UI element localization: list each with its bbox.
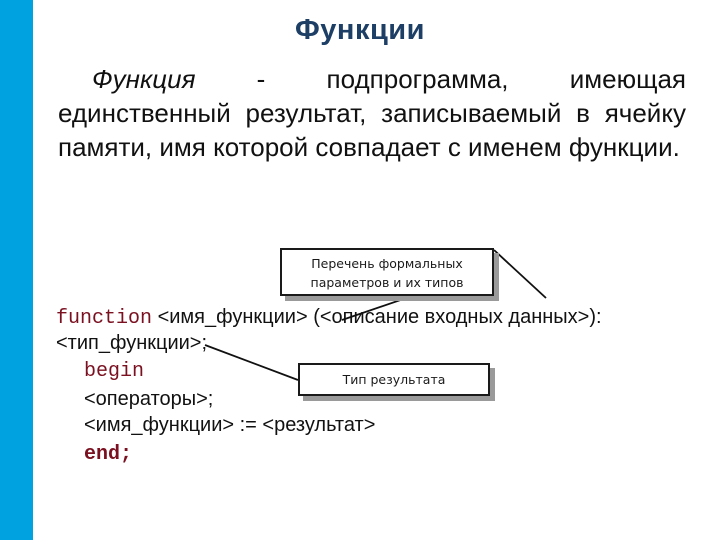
definition-term: Функция (92, 64, 196, 94)
code-line-operators: <операторы>; (84, 388, 214, 410)
callout-result-type (298, 363, 490, 396)
keyword-end: end; (84, 443, 133, 466)
header-rest: <имя_функции> (<описание входных данных>): (152, 306, 602, 328)
definition-text: - подпрограмма, имеющая единственный результат, записываемый в ячейку памяти, имя которой совпадает с именем функции. (58, 64, 686, 162)
callout-params (280, 248, 494, 296)
params-pointer-right (494, 250, 546, 298)
callout-params-line2: параметров и их типов (310, 275, 464, 290)
result-pointer (205, 345, 298, 380)
code-line-type: <тип_функции>; (56, 332, 208, 354)
callout-params-line1: Перечень формальных (311, 256, 463, 271)
code-line-assign: <имя_функции> := <результат> (84, 414, 376, 436)
code-line-begin (84, 358, 144, 384)
keyword-begin: begin (84, 360, 145, 383)
keyword-function: function (56, 307, 153, 330)
code-line-end (84, 441, 132, 467)
callout-result-text: Тип результата (342, 372, 446, 387)
code-line-header (56, 305, 602, 331)
page-title: Функции (295, 14, 425, 46)
